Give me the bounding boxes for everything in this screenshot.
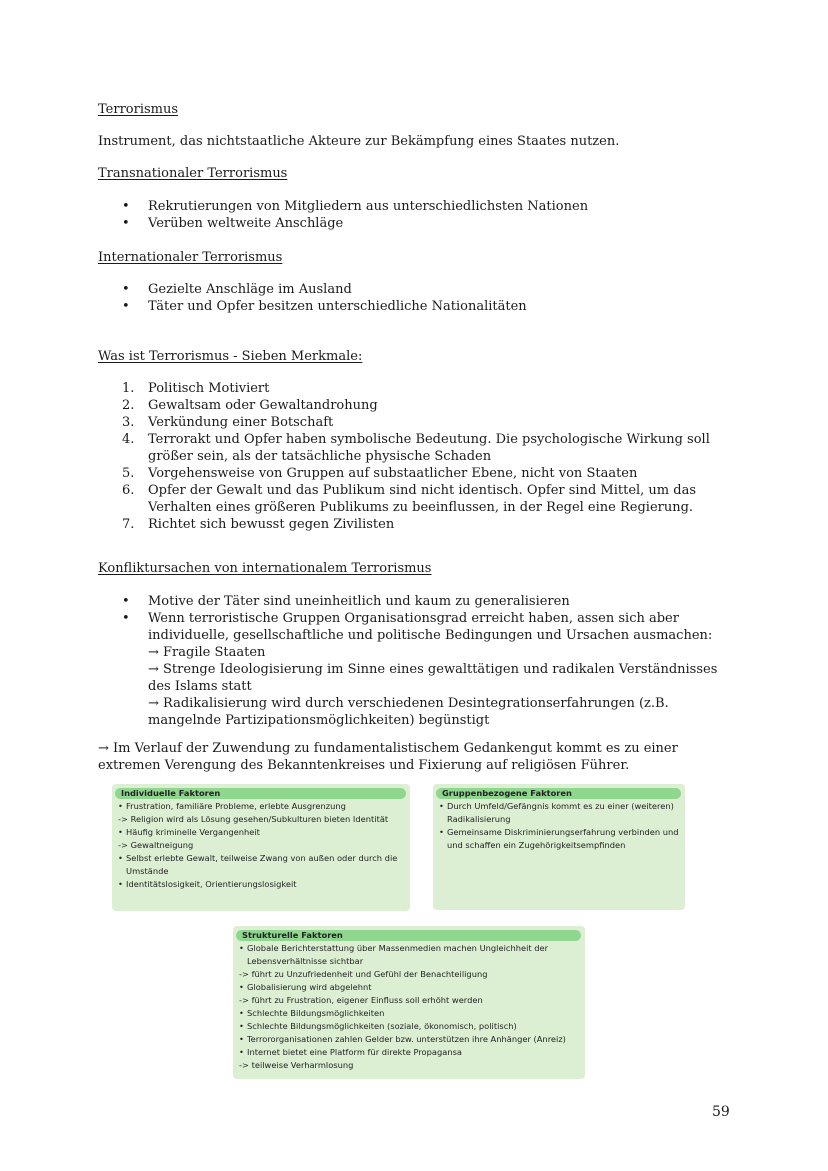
box-list	[112, 800, 410, 891]
page-number: 59	[712, 1104, 730, 1120]
box-list	[233, 942, 585, 1072]
box-line: • Schlechte Bildungsmöglichkeiten (soziale, ökonomisch, politisch)	[239, 1020, 579, 1033]
transnational-list	[122, 198, 742, 232]
heading-merkmale: Was ist Terrorismus - Sieben Merkmale:	[98, 349, 363, 364]
list-text: Terrorakt und Opfer haben symbolische Bedeutung. Die psychologische Wirkung soll größer sein, als der tatsächliche physische Schaden	[148, 432, 710, 464]
list-item	[122, 465, 732, 482]
list-item	[122, 397, 732, 414]
box-gruppenbezogene-faktoren	[433, 784, 685, 910]
arrow-line: → Fragile Staaten	[148, 645, 266, 660]
heading-konflikt: Konfliktursachen von internationalem Terrorismus	[98, 561, 432, 576]
list-item	[122, 431, 732, 465]
heading-international: Internationaler Terrorismus	[98, 250, 283, 265]
box-line: • Durch Umfeld/Gefängnis kommt es zu einer (weiteren)	[439, 800, 679, 813]
box-list	[433, 800, 685, 852]
box-line: • Globale Berichterstattung über Massenmedien machen Ungleichheit der	[239, 942, 579, 955]
box-line: • Schlechte Bildungsmöglichkeiten	[239, 1007, 579, 1020]
list-item: • Motive der Täter sind uneinheitlich und kaum zu generalisieren	[122, 593, 734, 610]
list-text: Politisch Motiviert	[148, 381, 270, 396]
box-strukturelle-faktoren	[233, 926, 585, 1079]
list-number: 5.	[122, 466, 135, 481]
list-text: Gewaltsam oder Gewaltandrohung	[148, 398, 378, 413]
konflikt-list	[122, 593, 734, 729]
list-item: • Rekrutierungen von Mitgliedern aus unterschiedlichsten Nationen	[122, 198, 742, 215]
heading-transnational: Transnationaler Terrorismus	[98, 166, 288, 181]
box-title: Strukturelle Faktoren	[236, 930, 581, 941]
list-number: 1.	[122, 381, 135, 396]
list-item: • Verüben weltweite Anschläge	[122, 215, 742, 232]
box-individuelle-faktoren	[112, 784, 410, 911]
box-line: • Gemeinsame Diskriminierungserfahrung verbinden und	[439, 826, 679, 839]
list-item	[122, 516, 732, 533]
terrorismus-definition: Instrument, das nichtstaatliche Akteure zur Bekämpfung eines Staates nutzen.	[98, 134, 620, 149]
international-list	[122, 281, 742, 315]
list-text: Richtet sich bewusst gegen Zivilisten	[148, 517, 395, 532]
box-line: • Terrororganisationen zahlen Gelder bzw. unterstützen ihre Anhänger (Anreiz)	[239, 1033, 579, 1046]
arrow-line: → Strenge Ideologisierung im Sinne eines gewalttätigen und radikalen Verständnisses des Islams statt	[148, 662, 718, 694]
list-item	[122, 380, 732, 397]
list-number: 2.	[122, 398, 135, 413]
list-text: Verkündung einer Botschaft	[148, 415, 334, 430]
list-text: Opfer der Gewalt und das Publikum sind nicht identisch. Opfer sind Mittel, um das Verhalten eines größeren Publikums zu beeinflussen, in der Regel eine Regierung.	[148, 483, 697, 515]
box-title: Gruppenbezogene Faktoren	[436, 788, 681, 799]
box-line: -> Religion wird als Lösung gesehen/Subkulturen bieten Identität	[118, 814, 389, 824]
box-line: -> teilweise Verharmlosung	[239, 1060, 354, 1070]
box-line: -> führt zu Frustration, eigener Einfluss soll erhöht werden	[239, 995, 483, 1005]
box-line: • Frustration, familiäre Probleme, erlebte Ausgrenzung	[118, 800, 404, 813]
box-line: Lebensverhältnisse sichtbar	[247, 956, 364, 966]
arrow-line: → Radikalisierung wird durch verschiedenen Desintegrationserfahrungen (z.B. mangelnde Partizipationsmöglichkeiten) begünstigt	[148, 696, 669, 728]
box-title: Individuelle Faktoren	[115, 788, 406, 799]
box-line: Radikalisierung	[447, 814, 511, 824]
list-item	[122, 482, 732, 516]
box-line: • Häufig kriminelle Vergangenheit	[118, 826, 404, 839]
box-line: -> Gewaltneigung	[118, 840, 194, 850]
list-number: 4.	[122, 432, 135, 447]
box-line: und schaffen ein Zugehörigkeitsempfinden	[447, 840, 626, 850]
list-item	[122, 610, 734, 729]
list-item: • Täter und Opfer besitzen unterschiedliche Nationalitäten	[122, 298, 742, 315]
list-number: 3.	[122, 415, 135, 430]
list-item: • Gezielte Anschläge im Ausland	[122, 281, 742, 298]
box-line: -> führt zu Unzufriedenheit und Gefühl der Benachteiligung	[239, 969, 488, 979]
box-line: Umstände	[126, 866, 169, 876]
list-number: 6.	[122, 483, 135, 498]
list-text: Wenn terroristische Gruppen Organisationsgrad erreicht haben, assen sich aber individuelle, gesellschaftliche und politische Bedingungen und Ursachen ausmachen:	[148, 611, 713, 643]
list-text: Vorgehensweise von Gruppen auf substaatlicher Ebene, nicht von Staaten	[148, 466, 638, 481]
merkmale-list	[122, 380, 732, 533]
list-number: 7.	[122, 517, 135, 532]
list-item	[122, 414, 732, 431]
box-line: • Globalisierung wird abgelehnt	[239, 981, 579, 994]
box-line: • Identitätslosigkeit, Orientierungslosigkeit	[118, 878, 404, 891]
box-line: • Internet bietet eine Platform für direkte Propagansa	[239, 1046, 579, 1059]
conclusion-text: → Im Verlauf der Zuwendung zu fundamentalistischem Gedankengut kommt es zu einer extremen Verengung des Bekanntenkreises und Fixierung auf religiösen Führer.	[98, 741, 678, 773]
box-line: • Selbst erlebte Gewalt, teilweise Zwang von außen oder durch die	[118, 852, 404, 865]
heading-terrorismus: Terrorismus	[98, 102, 179, 117]
